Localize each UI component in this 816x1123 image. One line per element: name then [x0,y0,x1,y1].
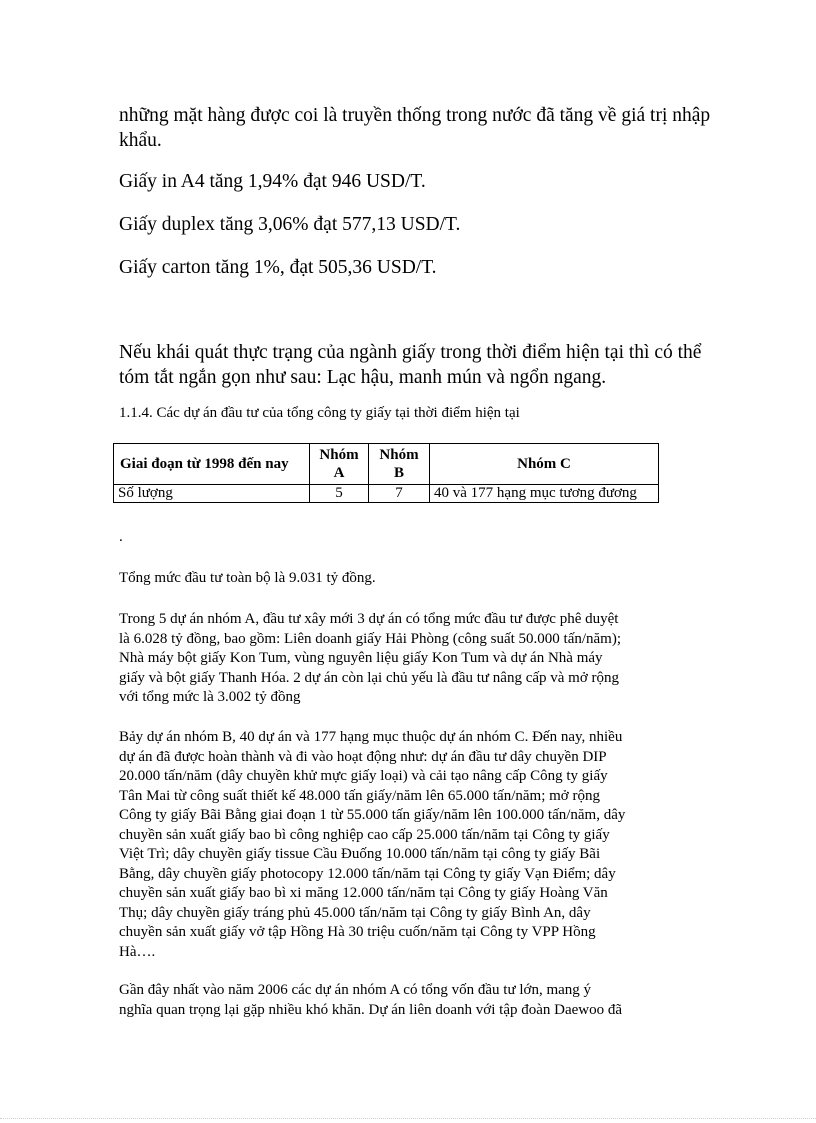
paragraph-b-line: dự án đã được hoàn thành và đi vào hoạt động như: dự án đầu tư dây chuyền DIP [119,748,607,765]
paragraph-b-line: chuyền sản xuất giấy vở tập Hồng Hà 30 triệu cuốn/năm tại Công ty VPP Hồng [119,924,596,940]
paragraph-b-line: Hà…. [119,943,156,960]
summary-line-2: tóm tắt ngắn gọn như sau: Lạc hậu, manh mún và ngổn ngang. [119,367,607,388]
summary-paragraph [119,340,702,390]
paragraph-b-line: Bảy dự án nhóm B, 40 dự án và 177 hạng mục thuộc dự án nhóm C. Đến nay, nhiều [119,729,623,745]
paragraph-c-line: nghĩa quan trọng lại gặp nhiều khó khăn. Dự án liên doanh với tập đoàn Daewoo đã [119,1001,623,1018]
intro-paragraph [119,103,711,153]
paragraph-a-line: giấy và bột giấy Thanh Hóa. 2 dự án còn lại chủ yếu là đầu tư nâng cấp và mở rộng [119,669,620,686]
total-investment: Tổng mức đầu tư toàn bộ là 9.031 tỷ đồng. [119,570,376,586]
paragraph-a-line: Trong 5 dự án nhóm A, đầu tư xây mới 3 dự án có tổng mức đầu tư được phê duyệt [119,611,619,627]
paragraph-b-line: Bằng, dây chuyền giấy photocopy 12.000 tấn/năm tại Công ty giấy Vạn Điểm; dây [119,865,616,882]
paragraph-a-line: là 6.028 tỷ đồng, bao gồm: Liên doanh giấy Hải Phòng (công suất 50.000 tấn/năm); [119,630,622,647]
page-bottom-divider [0,1118,816,1119]
intro-line-2: khẩu. [119,130,162,151]
projects-table [113,443,659,503]
table-header-period: Giai đoạn từ 1998 đến nay [114,444,310,485]
intro-line-1: những mặt hàng được coi là truyền thống trong nước đã tăng về giá trị nhập [119,105,711,126]
table-cell-group-c: 40 và 177 hạng mục tương đương [430,485,659,503]
table-cell-group-b: 7 [369,485,430,503]
table-row [114,485,659,503]
price-carton: Giấy carton tăng 1%, đạt 505,36 USD/T. [119,257,437,278]
table-header-group-a: Nhóm A [310,444,369,485]
paragraph-b-line: Thụ; dây chuyền giấy tráng phủ 45.000 tấn/năm tại Công ty giấy Bình An, dây [119,904,591,921]
paragraph-a-line: với tổng mức là 3.002 tỷ đồng [119,689,301,705]
table-header-group-b: Nhóm B [369,444,430,485]
stray-dot: . [119,529,123,545]
table-cell-group-a: 5 [310,485,369,503]
paragraph-group-a [119,610,699,708]
summary-line-1: Nếu khái quát thực trạng của ngành giấy trong thời điểm hiện tại thì có thể [119,342,702,363]
paragraph-c-line: Gần đây nhất vào năm 2006 các dự án nhóm A có tổng vốn đầu tư lớn, mang ý [119,982,592,998]
paragraph-b-line: Công ty giấy Bãi Bằng giai đoạn 1 từ 55.000 tấn giấy/năm lên 100.000 tấn/năm, dây [119,807,626,823]
price-duplex: Giấy duplex tăng 3,06% đạt 577,13 USD/T. [119,214,461,235]
paragraph-b-line: chuyền sản xuất giấy bao bì công nghiệp cao cấp 25.000 tấn/năm tại Công ty giấy [119,826,610,843]
paragraph-recent [119,981,699,1020]
paragraph-b-line: chuyền sản xuất giấy bao bì xi măng 12.000 tấn/năm tại Công ty giấy Hoàng Văn [119,885,608,901]
section-heading: 1.1.4. Các dự án đầu tư của tổng công ty giấy tại thời điểm hiện tại [119,405,520,421]
paragraph-group-b [119,728,699,962]
table-header-group-c: Nhóm C [430,444,659,485]
paragraph-a-line: Nhà máy bột giấy Kon Tum, vùng nguyên liệu giấy Kon Tum và dự án Nhà máy [119,650,603,666]
paragraph-b-line: Tân Mai từ công suất thiết kế 48.000 tấn giấy/năm lên 65.000 tấn/năm; mở rộng [119,787,600,804]
paragraph-b-line: Việt Trì; dây chuyền giấy tissue Cầu Đuống 10.000 tấn/năm tại công ty giấy Bãi [119,846,601,862]
table-cell-label: Số lượng [114,485,310,503]
table-header-row [114,444,659,485]
price-a4: Giấy in A4 tăng 1,94% đạt 946 USD/T. [119,171,426,192]
paragraph-b-line: 20.000 tấn/năm (dây chuyền khử mực giấy loại) và cải tạo nâng cấp Công ty giấy [119,768,608,784]
